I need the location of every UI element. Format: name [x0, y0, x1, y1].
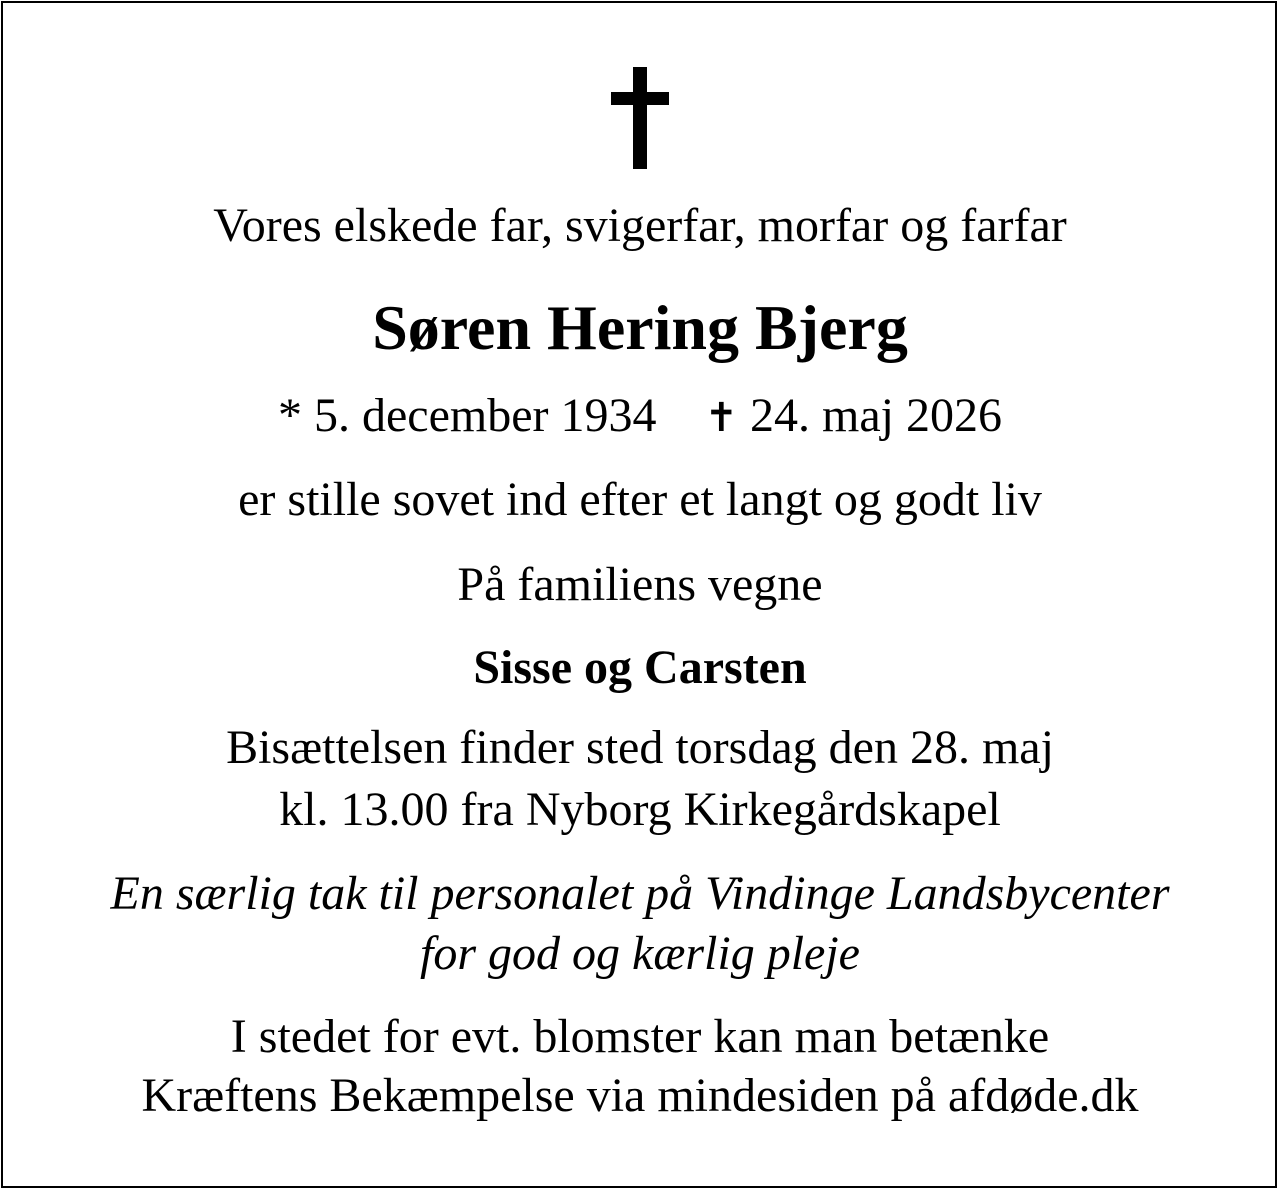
intro-text: Vores elskede far, svigerfar, morfar og farfar: [213, 199, 1067, 252]
flowers-note-line-1: I stedet for evt. blomster kan man betænke: [230, 1010, 1050, 1063]
on-behalf-text: På familiens vegne: [457, 558, 823, 611]
latin-cross-icon: [611, 67, 669, 169]
life-dates: [0, 386, 1280, 448]
funeral-info-line-1: Bisættelsen finder sted torsdag den 28. maj: [226, 721, 1054, 774]
death-date: 24. maj 2026: [750, 389, 1003, 442]
deceased-name: Søren Hering Bjerg: [372, 292, 908, 363]
flowers-note-line-2: Kræftens Bekæmpelse via mindesiden på afdøde.dk: [141, 1069, 1139, 1122]
passing-message: er stille sovet ind efter et langt og godt liv: [238, 473, 1042, 526]
thanks-line-1: En særlig tak til personalet på Vindinge Landsbycenter: [110, 867, 1170, 920]
birth-date: * 5. december 1934: [277, 389, 657, 442]
thanks-line-2: for god og kærlig pleje: [420, 927, 860, 980]
signers-names: Sisse og Carsten: [473, 641, 807, 694]
funeral-info-line-2: kl. 13.00 fra Nyborg Kirkegårdskapel: [279, 783, 1001, 836]
dagger-icon: ✝: [704, 395, 739, 441]
